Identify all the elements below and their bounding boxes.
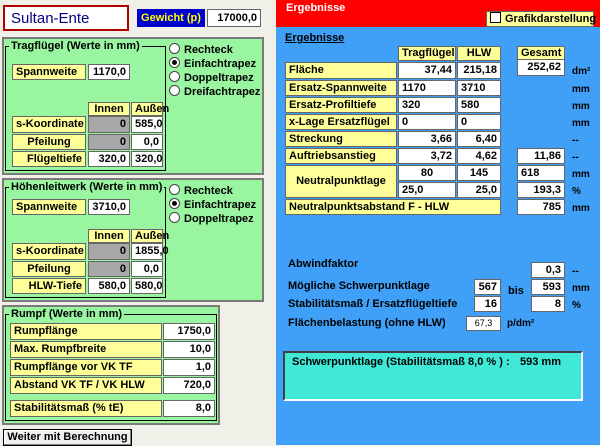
tf-spannweite-label: Spannweite <box>12 64 86 80</box>
project-name: Sultan-Ente <box>11 10 90 27</box>
hlw-spannweite-input[interactable]: 3710,0 <box>88 199 130 215</box>
res-value: 3,66 <box>398 131 456 147</box>
hlw-skoord-outer[interactable]: 1855,0 <box>131 243 163 260</box>
flaechenbelastung-unit: p/dm² <box>507 318 535 329</box>
flaechenbelastung-label: Flächenbelastung (ohne HLW) <box>288 317 446 329</box>
rumpf-row-label: Rumpflänge <box>10 323 162 340</box>
res-value: 25,0 <box>457 182 501 198</box>
graphics-checkbox[interactable]: Grafikdarstellung <box>486 11 594 27</box>
col-total: Gesamt <box>517 46 565 61</box>
res-value: 252,62 <box>517 59 565 76</box>
hlw-tiefe-inner[interactable]: 580,0 <box>88 278 130 294</box>
hlw-row-label: HLW-Tiefe <box>12 278 86 294</box>
res-unit: -- <box>572 135 579 146</box>
radio-icon <box>169 184 180 195</box>
res-value: 580 <box>457 97 501 113</box>
results-section-title: Ergebnisse <box>285 32 345 44</box>
tf-row-label: Pfeilung <box>12 134 86 150</box>
radio-selected-icon <box>169 57 180 68</box>
res-unit: mm <box>572 203 590 214</box>
tragfluegel-title: Tragflügel (Werte in mm) <box>11 40 140 52</box>
col-tf: Tragflügel <box>398 46 456 61</box>
radio-icon <box>169 71 180 82</box>
project-name-box[interactable] <box>3 5 129 31</box>
hlw-tiefe-outer[interactable]: 580,0 <box>131 278 163 294</box>
res-unit: -- <box>572 152 579 163</box>
rumpf-abstand-input[interactable]: 720,0 <box>163 377 215 394</box>
res-label: Ersatz-Profiltiefe <box>285 97 397 113</box>
hlw-row-label: s-Koordinate <box>12 243 86 260</box>
res-value: 618 <box>517 165 565 181</box>
hlw-spannweite-label: Spannweite <box>12 199 86 215</box>
tf-tiefe-outer[interactable]: 320,0 <box>131 151 163 167</box>
res-value: 785 <box>517 199 565 215</box>
tf-skoord-outer[interactable]: 585,0 <box>131 116 163 133</box>
tf-pfeilung-outer[interactable]: 0,0 <box>131 134 163 150</box>
res-value: 0 <box>398 114 456 130</box>
res-label: Neutralpunktlage <box>285 165 397 198</box>
tf-type-einfachtrapez[interactable]: Einfachtrapez <box>169 57 256 71</box>
res-label: Fläche <box>285 62 397 79</box>
hlw-type-einfachtrapez[interactable]: Einfachtrapez <box>169 198 256 212</box>
summary-value: 593 mm <box>520 356 561 368</box>
schwerpunkt-bis: bis <box>508 285 524 297</box>
rumpf-breite-input[interactable]: 10,0 <box>163 341 215 358</box>
rumpf-title: Rumpf (Werte in mm) <box>11 308 123 320</box>
continue-button[interactable]: Weiter mit Berechnung <box>3 429 132 446</box>
hlw-pfeilung-inner: 0 <box>88 261 130 277</box>
hoehenleitwerk-title: Höhenleitwerk (Werte in mm) <box>11 181 163 193</box>
radio-icon <box>169 212 180 223</box>
res-value: 37,44 <box>398 62 456 79</box>
res-value: 11,86 <box>517 148 565 164</box>
tf-pfeilung-inner: 0 <box>88 134 130 150</box>
res-label: Streckung <box>285 131 397 147</box>
stab-input[interactable]: 8,0 <box>163 400 215 417</box>
res-value: 25,0 <box>398 182 456 198</box>
tf-skoord-inner: 0 <box>88 116 130 133</box>
res-label: x-Lage Ersatzflügel <box>285 114 397 130</box>
schwerpunkt-label: Mögliche Schwerpunktlage <box>288 280 430 292</box>
res-value: 1170 <box>398 80 456 96</box>
schwerpunkt-from: 567 <box>474 279 501 295</box>
res-label: Auftriebsanstieg <box>285 148 397 164</box>
res-value: 3710 <box>457 80 501 96</box>
radio-selected-icon <box>169 198 180 209</box>
radio-icon <box>169 85 180 96</box>
hlw-type-doppeltrapez[interactable]: Doppeltrapez <box>169 212 254 226</box>
res-unit: mm <box>572 84 590 95</box>
tf-col-inner: Innen <box>88 102 130 116</box>
schwerpunkt-unit: mm <box>572 283 590 294</box>
tf-row-label: Flügeltiefe <box>12 151 86 167</box>
tf-tiefe-inner[interactable]: 320,0 <box>88 151 130 167</box>
flaechenbelastung-value: 67,3 <box>466 316 501 331</box>
hlw-row-label: Pfeilung <box>12 261 86 277</box>
hlw-col-inner: Innen <box>88 229 130 243</box>
schwerpunkt-to: 593 <box>531 279 565 295</box>
hlw-skoord-inner: 0 <box>88 243 130 260</box>
res-label: Ersatz-Spannweite <box>285 80 397 96</box>
abwind-label: Abwindfaktor <box>288 258 359 270</box>
rumpf-row-label: Abstand VK TF / VK HLW <box>10 377 162 394</box>
tf-type-rechteck[interactable]: Rechteck <box>169 43 233 57</box>
abwind-unit: -- <box>572 266 579 277</box>
rumpf-vor-vk-input[interactable]: 1,0 <box>163 359 215 376</box>
res-label: Neutralpunktsabstand F - HLW <box>285 199 501 215</box>
radio-icon <box>169 43 180 54</box>
abwind-value: 0,3 <box>531 262 565 278</box>
res-value: 3,72 <box>398 148 456 164</box>
res-value: 4,62 <box>457 148 501 164</box>
res-value: 193,3 <box>517 182 565 198</box>
hlw-type-rechteck[interactable]: Rechteck <box>169 184 233 198</box>
res-value: 320 <box>398 97 456 113</box>
res-value: 0 <box>457 114 501 130</box>
res-value: 145 <box>457 165 501 181</box>
col-hlw: HLW <box>457 46 501 61</box>
tf-type-dreifachtrapez[interactable]: Dreifachtrapez <box>169 85 260 99</box>
rumpf-laenge-input[interactable]: 1750,0 <box>163 323 215 340</box>
tf-spannweite-input[interactable]: 1170,0 <box>88 64 130 80</box>
hlw-col-outer: Außen <box>131 229 163 243</box>
stabilitaet-pct: 16 <box>474 296 501 312</box>
weight-input[interactable]: 17000,0 <box>207 9 261 27</box>
stab-label: Stabilitätsmaß (% tE) <box>10 400 162 417</box>
res-unit: % <box>572 186 581 197</box>
stabilitaet-value: 8 <box>531 296 565 312</box>
hlw-pfeilung-outer[interactable]: 0,0 <box>131 261 163 277</box>
stabilitaet-label: Stabilitätsmaß / Ersatzflügeltiefe <box>288 298 458 310</box>
res-unit: dm² <box>572 66 591 77</box>
rumpf-row-label: Max. Rumpfbreite <box>10 341 162 358</box>
rumpf-row-label: Rumpflänge vor VK TF <box>10 359 162 376</box>
results-banner-title: Ergebnisse <box>286 2 346 14</box>
tf-type-doppeltrapez[interactable]: Doppeltrapez <box>169 71 254 85</box>
weight-label: Gewicht (p) <box>137 9 205 27</box>
res-unit: mm <box>572 101 590 112</box>
stabilitaet-unit: % <box>572 300 581 311</box>
checkbox-icon <box>490 12 501 23</box>
tf-row-label: s-Koordinate <box>12 116 86 133</box>
tf-col-outer: Außen <box>131 102 163 116</box>
res-value: 6,40 <box>457 131 501 147</box>
res-unit: mm <box>572 169 590 180</box>
res-unit: mm <box>572 118 590 129</box>
summary-label: Schwerpunktlage (Stabilitätsmaß 8,0 % ) : <box>292 356 510 368</box>
res-value: 215,18 <box>457 62 501 79</box>
res-value: 80 <box>398 165 456 181</box>
